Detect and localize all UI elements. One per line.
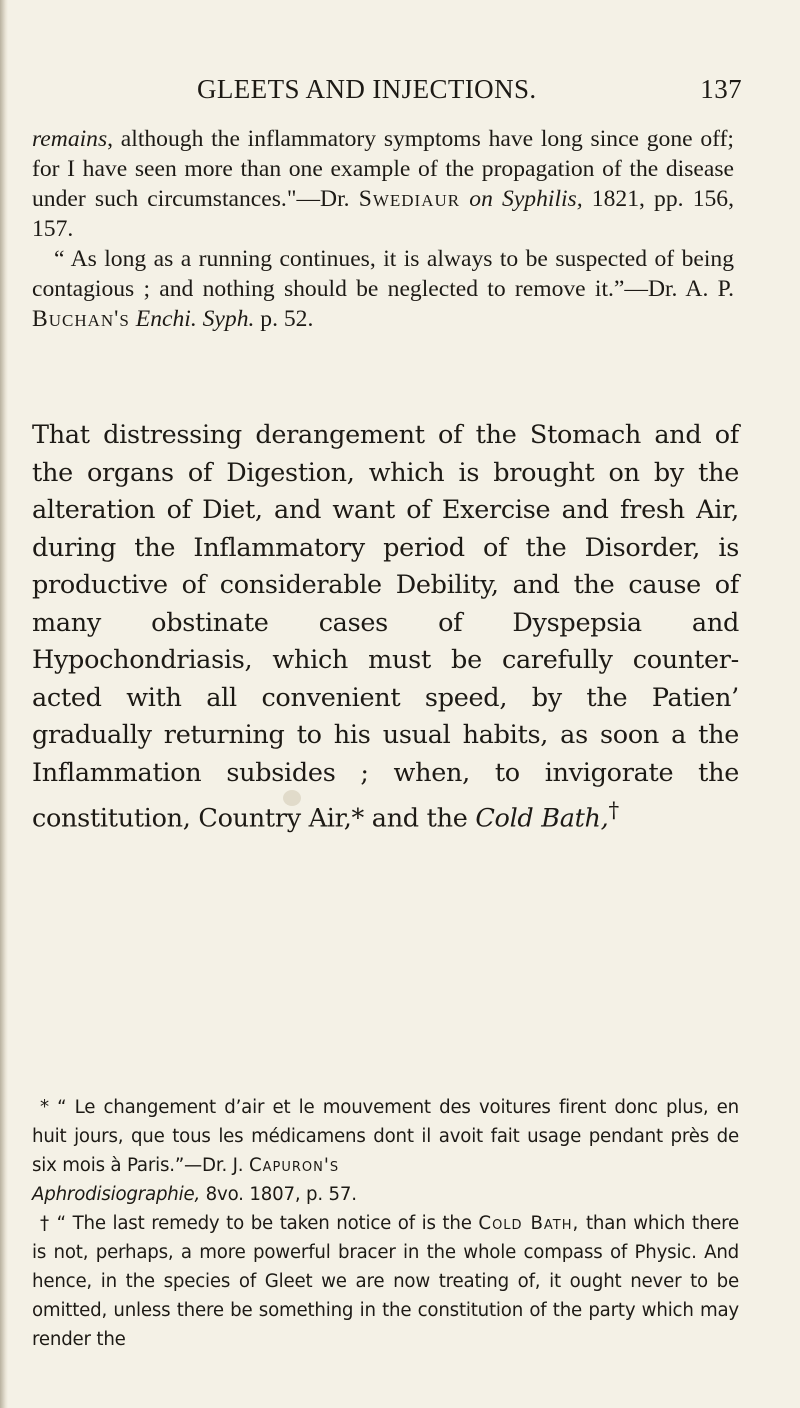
quote-author-1: Swediaur	[358, 186, 461, 212]
quote-text-2: “ As long as a running continues, it is always to be suspected of being contagious ; and nothing should be neglected to remove it.”—Dr. A. P.	[32, 246, 734, 302]
quote-start-word: remains	[32, 126, 108, 152]
footnote-1-author: Capuron's	[248, 1155, 340, 1176]
quote-on: on	[460, 186, 503, 212]
page-edge-shadow	[0, 0, 8, 1408]
footnote-1-work: Aphrodisiographie,	[32, 1184, 201, 1205]
main-italic-end: Cold Bath,	[475, 803, 609, 834]
quote-end-2: p. 52.	[254, 306, 314, 332]
main-paragraph	[32, 417, 739, 838]
main-text-paragraph	[32, 417, 739, 838]
quote-work-1: Syphilis,	[502, 186, 583, 212]
footnote-1-text: * “ Le changement d’air et le mouvement des voitures firent donc plus, en huit jours, que tous les médicamens dont il avoit fait usage pendant près de six mois à Paris.”—Dr. J.	[32, 1097, 739, 1176]
quote-paragraph-2	[32, 244, 734, 334]
main-text: That distressing derangement of the Stomach and of the organs of Digestion, which is brought on by the alteration of Diet, and want of Exercise and fresh Air, during the Inflammatory period of the Disorder, is productive of considerable Debility, and the cause of many obstinate cases of Dyspepsia and Hypochondriasis, which must be carefully counter-acted with all convenient speed, by the Patien’ gradually returning to his usual habits, as soon a the Inflammation subsides ; when, to invigorate the constitution, Country Air,* and the	[32, 420, 739, 834]
quote-paragraph-1	[32, 124, 734, 244]
footnote-2-caps: Cold Bath,	[478, 1213, 580, 1234]
quoted-citations	[32, 124, 734, 334]
footnote-2-start: † “ The last remedy to be taken notice of is the	[40, 1213, 479, 1234]
quote-end-1: 1821, pp. 156, 157.	[32, 186, 734, 242]
footnote-1-end: 8vo. 1807, p. 57.	[200, 1184, 357, 1205]
running-title: GLEETS AND INJECTIONS.	[197, 74, 537, 104]
footnote-mark: †	[608, 798, 619, 823]
page-number: 137	[700, 74, 742, 104]
quote-text-1: , although the inflammatory symptoms have long since gone off; for I have seen more than one example of the propagation of the disease under such circumstances."—Dr.	[32, 126, 734, 212]
quote-author-2: Buchan's	[32, 306, 130, 332]
footnotes	[32, 1093, 739, 1354]
footnote-2	[32, 1209, 739, 1354]
quote-work-2: Enchi. Syph.	[135, 306, 255, 332]
footnote-2-text: than which there is not, perhaps, a more powerful bracer in the whole compass of Physic. And hence, in the species of Gleet we are now treating of, it ought never to be omitted, unless there be something in the constitution of the party which may render the	[32, 1213, 739, 1350]
footnote-1	[32, 1093, 739, 1209]
